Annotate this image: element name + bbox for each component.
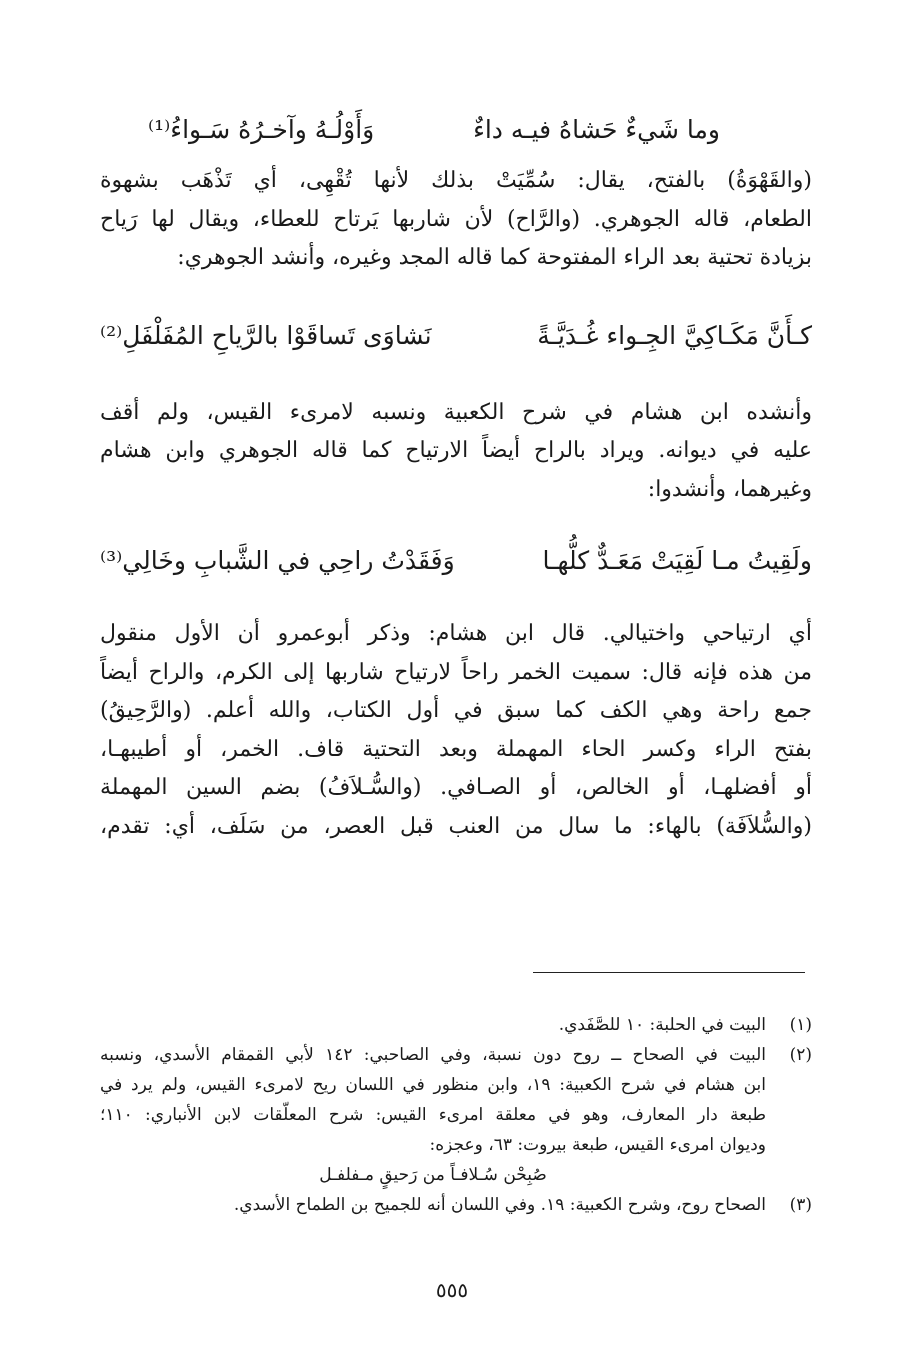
- footnote-line: ابن هشام في شرح الكعبية: ١٩، وابن منظور في اللسان ريح لامرىء القيس، ولم يرد في: [100, 1075, 766, 1095]
- footnote-2: [100, 1040, 812, 1190]
- verse-2-second-hemistich: نَشاوَى تَساقَوْا بالرَّياحِ المُفَلْفَلِ⁽²⁾: [100, 320, 432, 350]
- footnote-verse: صُبِحْن سُـلافـاً من رَحيقٍ مـفلفـل: [319, 1165, 547, 1185]
- page-number: ٥٥٥: [435, 1278, 469, 1302]
- paragraph-line: الطعام، قاله الجوهري. (والرَّاح) لأن شاربها يَرتاح للعطاء، ويقال لها رَياح: [100, 206, 812, 232]
- footnote-number: (٢): [789, 1045, 812, 1065]
- paragraph-line: بزيادة تحتية بعد الراء المفتوحة كما قاله المجد وغيره، وأنشد الجوهري:: [177, 245, 812, 270]
- verse-3-first-hemistich: ولَقِيتُ مـا لَقِيَتْ مَعَـدٌّ كلُّهـا: [542, 546, 812, 575]
- paragraph-2: [100, 394, 812, 510]
- paragraph-line: بفتح الراء وكسر الحاء المهملة وبعد التحتية قاف. الخمر، أو أطيبهـا،: [100, 736, 812, 762]
- footnote-line: طبعة دار المعارف، وهو في معلقة امرىء القيس: شرح المعلّقات لابن الأنباري: ١١٠؛: [100, 1105, 766, 1125]
- footnote-line: الصحاح روح، وشرح الكعبية: ١٩. وفي اللسان أنه للجميح بن الطماح الأسدي.: [233, 1195, 766, 1215]
- footnote-separator: [533, 972, 805, 973]
- paragraph-line: جمع راحة وهي الكف كما سبق في أول الكتاب، والله أعلم. (والرَّحِيقُ): [100, 698, 812, 723]
- verse-1-second-hemistich: وَأَوْلُـهُ وآخـرُهُ سَـواءُ⁽¹⁾: [148, 115, 375, 144]
- paragraph-3: [100, 615, 812, 846]
- verse-1-first-hemistich: وما شَيءٌ حَشاهُ فيـه داءٌ: [473, 115, 720, 144]
- paragraph-line: أو أفضلهـا، أو الخالص، أو الصـافي. (والسُّـلاَفُ) بضم السين المهملة: [100, 775, 812, 800]
- page-body: [100, 100, 812, 846]
- verse-2: [100, 316, 812, 356]
- paragraph-line: عليه في ديوانه. ويراد بالراح أيضاً الارتياح كما قاله الجوهري وابن هشام: [100, 438, 812, 463]
- verse-1: [100, 110, 812, 150]
- footnote-number: (٣): [789, 1195, 812, 1215]
- paragraph-line: (والسُّلاَفَة) بالهاء: ما سال من العنب قبل العصر، من سَلَف، أي: تقدم،: [100, 813, 812, 839]
- footnote-line: البيت في الحلبة: ١٠ للصَّفَدي.: [558, 1015, 766, 1035]
- verse-2-first-hemistich: كـأَنَّ مَكَـاكِيَّ الجِـواء غُـدَيَّـةً: [537, 320, 812, 350]
- footnote-1: [100, 1010, 812, 1040]
- footnote-line: وديوان امرىء القيس، طبعة بيروت: ٦٣، وعجزه:: [429, 1135, 766, 1155]
- footnote-3: [100, 1190, 812, 1220]
- footnote-number: (١): [789, 1015, 812, 1035]
- paragraph-line: (والقَهْوَةُ) بالفتح، يقال: سُمِّيَتْ بذلك لأنها تُقْهِى، أي تَذْهَب بشهوة: [100, 168, 812, 193]
- paragraph-line: أي ارتياحي واختيالي. قال ابن هشام: وذكر أبوعمرو أن الأول منقول: [100, 621, 812, 646]
- paragraph-line: وأنشده ابن هشام في شرح الكعبية ونسبه لامرىء القيس، ولم أقف: [100, 399, 812, 425]
- paragraph-1: [100, 162, 812, 278]
- paragraph-line: من هذه فإنه قال: سميت الخمر راحاً لارتياح شاربها إلى الكرم، والراح أيضاً: [100, 659, 812, 685]
- footnote-line: البيت في الصحاح ــ روح دون نسبة، وفي الصاحبي: ١٤٢ لأبي القمقام الأسدي، ونسبه: [100, 1045, 766, 1065]
- verse-3: [100, 541, 812, 581]
- footnotes: [100, 1010, 812, 1220]
- paragraph-line: وغيرهما، وأنشدوا:: [647, 476, 812, 502]
- verse-3-second-hemistich: وَفَقَدْتُ راحِي في الشَّبابِ وخَالِي⁽³⁾: [100, 546, 455, 575]
